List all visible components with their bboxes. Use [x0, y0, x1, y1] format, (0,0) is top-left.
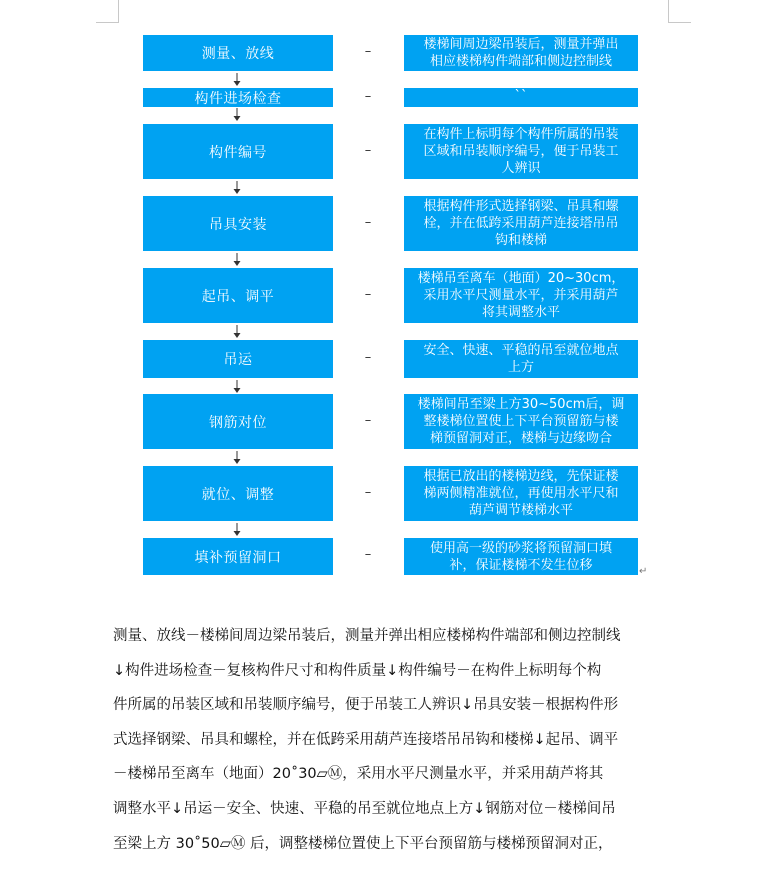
step-box	[143, 35, 333, 71]
desc-line: 人辨识	[501, 161, 541, 176]
step-label: 吊具安装	[209, 216, 267, 233]
step-description	[404, 466, 638, 521]
dash: –	[364, 143, 372, 158]
desc-line: 钩和楼梯	[494, 233, 547, 248]
paragraph-line: －楼梯吊至离车（地面）20˚30▱Ⓜ，采用水平尺测量水平，并采用葫芦将其	[113, 766, 604, 783]
paragraph-line: 式选择钢梁、吊具和螺栓，并在低跨采用葫芦连接塔吊吊钩和楼梯↓起吊、调平	[113, 731, 619, 748]
down-arrow-icon	[232, 108, 242, 122]
step-label: 就位、调整	[201, 486, 275, 503]
desc-line: 梯两侧精准就位，再使用水平尺和	[423, 486, 619, 501]
dash: –	[364, 547, 372, 562]
down-arrow-icon	[232, 73, 242, 87]
step-box	[143, 88, 333, 107]
desc-line: 根据构件形式选择钢梁、吊具和螺	[423, 199, 619, 214]
desc-line: 栓，并在低跨采用葫芦连接塔吊吊	[423, 216, 619, 231]
paragraph-line: 调整水平↓吊运－安全、快速、平稳的吊至就位地点上方↓钢筋对位－楼梯间吊	[113, 800, 616, 817]
desc-line: 安全、快速、平稳的吊至就位地点	[423, 343, 619, 358]
step-label: 构件进场检查	[194, 90, 282, 107]
step-label: 吊运	[223, 352, 253, 368]
paragraph-line: 件所属的吊装区域和吊装顺序编号，便于吊装工人辨识↓吊具安装－根据构件形	[113, 697, 619, 714]
desc-line: 葫芦调节楼梯水平	[468, 503, 573, 518]
desc-line: 整楼梯位置使上下平台预留筋与楼	[423, 414, 619, 429]
step-label: 测量、放线	[201, 46, 275, 62]
body-paragraph	[113, 619, 673, 861]
step-description	[404, 196, 638, 251]
step-label: 构件编号	[209, 144, 267, 161]
step-box	[143, 196, 333, 251]
paragraph-line: ↓构件进场检查－复核构件尺寸和构件质量↓构件编号－在构件上标明每个构	[113, 662, 602, 679]
dash: –	[364, 89, 372, 104]
step-box	[143, 466, 333, 521]
dash: –	[364, 413, 372, 428]
desc-line: 区域和吊装顺序编号，便于吊装工	[423, 144, 619, 159]
step-box	[143, 268, 333, 323]
step-label: 起吊、调平	[201, 288, 275, 305]
down-arrow-icon	[232, 253, 242, 267]
step-description	[404, 88, 638, 107]
desc-line: 楼梯间周边梁吊装后，测量并弹出	[423, 37, 619, 52]
desc-line: 采用水平尺测量水平，并采用葫芦	[423, 288, 619, 303]
paragraph-line: 至梁上方 30˚50▱Ⓜ 后，调整楼梯位置使上下平台预留筋与楼梯预留洞对正，	[113, 835, 613, 852]
paragraph-line: 测量、放线－楼梯间周边梁吊装后，测量并弹出相应楼梯构件端部和侧边控制线	[113, 628, 621, 644]
dash: –	[364, 215, 372, 230]
desc-line: 楼梯吊至离车（地面）20~30cm，	[417, 271, 625, 286]
desc-line: 使用高一级的砂浆将预留洞口填	[429, 540, 612, 556]
desc-line: 梯预留洞对正，楼梯与边缘吻合	[429, 431, 612, 446]
dash: –	[364, 287, 372, 302]
dash: –	[364, 44, 372, 59]
paragraph-mark: ↵	[639, 566, 648, 577]
down-arrow-icon	[232, 380, 242, 394]
step-box	[143, 124, 333, 179]
step-description	[404, 268, 638, 323]
desc-line: 楼梯间吊至梁上方30~50cm后，调	[417, 397, 625, 412]
down-arrow-icon	[232, 451, 242, 465]
step-label: 填补预留洞口	[194, 549, 282, 566]
desc-line: 上方	[507, 360, 534, 375]
step-description	[404, 340, 638, 378]
desc-line: 在构件上标明每个构件所属的吊装	[423, 127, 619, 142]
desc-line: 相应楼梯构件端部和侧边控制线	[429, 54, 612, 69]
desc-line: 补，保证楼梯不发生位移	[449, 557, 593, 573]
step-description	[404, 124, 638, 179]
down-arrow-icon	[232, 181, 242, 195]
down-arrow-icon	[232, 325, 242, 339]
step-box	[143, 394, 333, 449]
step-description	[404, 538, 638, 575]
step-box	[143, 340, 333, 378]
step-box	[143, 538, 333, 575]
down-arrow-icon	[232, 523, 242, 537]
dash: –	[364, 485, 372, 500]
step-description	[404, 35, 638, 71]
desc-line: ``	[514, 89, 528, 104]
step-description	[404, 394, 638, 449]
desc-line: 将其调整水平	[481, 305, 560, 320]
dash: –	[364, 350, 372, 365]
desc-line: 根据已放出的楼梯边线，先保证楼	[423, 469, 619, 484]
step-label: 钢筋对位	[209, 414, 267, 431]
